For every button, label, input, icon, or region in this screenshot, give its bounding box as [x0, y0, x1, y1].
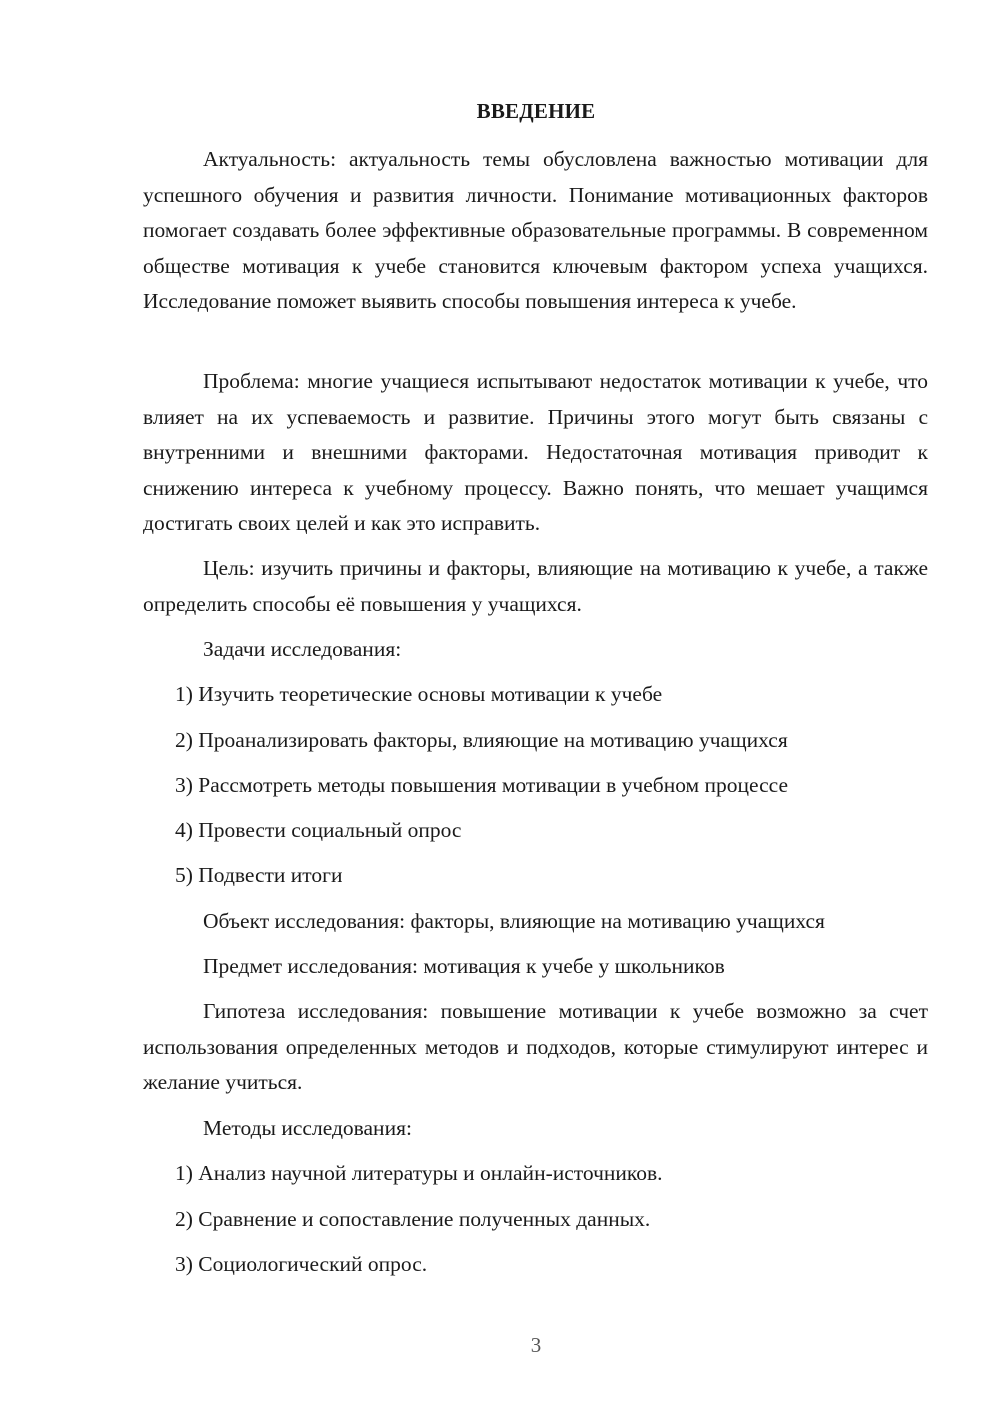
task-item-5: 5) Подвести итоги [175, 863, 343, 887]
tasks-heading: Задачи исследования: [203, 637, 402, 661]
task-item-4: 4) Провести социальный опрос [175, 818, 462, 842]
paragraph-goal: Цель: изучить причины и факторы, влияющие на мотивацию к учебе, а также определить способы её повышения у учащихся. [143, 556, 928, 616]
paragraph-relevance: Актуальность: актуальность темы обусловлена важностью мотивации для успешного обучения и развития личности. Понимание мотивационных факторов помогает создавать более эффективные образовательные программы. В современном обществе мотивация к учебе становится ключевым фактором успеха учащихся. Исследование поможет выявить способы повышения интереса к учебе. [143, 147, 928, 313]
task-item-1: 1) Изучить теоретические основы мотивации к учебе [175, 682, 663, 706]
research-object: Объект исследования: факторы, влияющие на мотивацию учащихся [203, 909, 825, 933]
method-item-3: 3) Социологический опрос. [175, 1252, 428, 1276]
paragraph-problem: Проблема: многие учащиеся испытывают недостаток мотивации к учебе, что влияет на их успеваемость и развитие. Причины этого могут быть связаны с внутренними и внешними факторами. Недостаточная мотивация приводит к снижению интереса к учебному процессу. Важно понять, что мешает учащимся достигать своих целей и как это исправить. [143, 369, 928, 535]
task-item-2: 2) Проанализировать факторы, влияющие на мотивацию учащихся [175, 728, 788, 752]
page-number: 3 [530, 1333, 542, 1357]
methods-heading: Методы исследования: [203, 1116, 412, 1140]
task-item-3: 3) Рассмотреть методы повышения мотивации в учебном процессе [175, 773, 789, 797]
paragraph-hypothesis: Гипотеза исследования: повышение мотивации к учебе возможно за счет использования определенных методов и подходов, которые стимулируют интерес и желание учиться. [143, 999, 928, 1094]
method-item-1: 1) Анализ научной литературы и онлайн-источников. [175, 1161, 663, 1185]
page-title: ВВЕДЕНИЕ [476, 99, 596, 123]
method-item-2: 2) Сравнение и сопоставление полученных данных. [175, 1207, 651, 1231]
research-subject: Предмет исследования: мотивация к учебе у школьников [203, 954, 725, 978]
